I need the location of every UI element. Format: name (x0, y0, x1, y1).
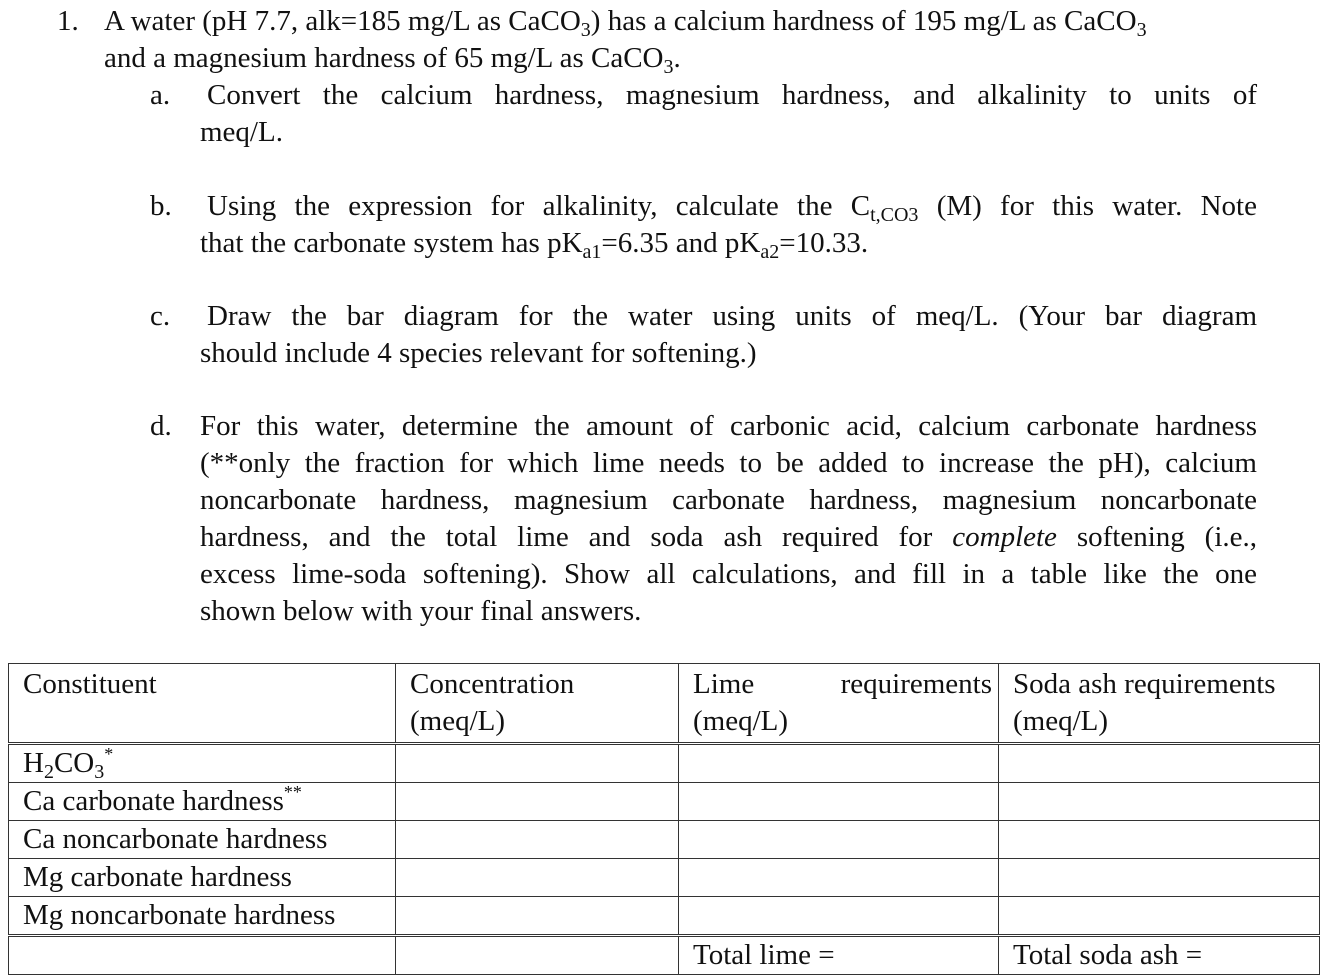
intro-line1-mid: ) has a calcium hardness of 195 mg/L as CaCO (590, 5, 1137, 37)
cell-totals-empty-1 (9, 936, 396, 975)
header-lime-requirements: requirements (840, 668, 992, 700)
part-b-line2 (200, 225, 868, 262)
h2co3-sub2: 2 (43, 761, 54, 783)
table-row-totals (9, 936, 1320, 975)
header-soda-line1: Soda ash requirements (1013, 668, 1276, 700)
part-a-line1: Convert the calcium hardness, magnesium hardness, and alkalinity to units of (207, 79, 1257, 111)
cell-total-lime[interactable] (679, 936, 999, 975)
cell-ca-noncarbonate-lime[interactable] (679, 821, 999, 859)
cell-ca-carbonate-concentration[interactable] (396, 783, 679, 821)
header-lime-line1 (693, 666, 992, 703)
cell-ca-carbonate-label (9, 783, 396, 821)
header-concentration-line2: (meq/L) (410, 705, 506, 737)
cell-h2co3-soda[interactable] (999, 744, 1320, 783)
cell-ca-noncarbonate-label: Ca noncarbonate hardness (9, 821, 396, 859)
part-d-line3: noncarbonate hardness, magnesium carbonate hardness, magnesium noncarbonate (200, 484, 1257, 516)
part-d-line6: shown below with your final answers. (200, 595, 642, 627)
total-soda-label: Total soda ash = (1013, 939, 1203, 971)
intro-sub-3c: 3 (663, 56, 674, 78)
cell-ca-noncarbonate-concentration[interactable] (396, 821, 679, 859)
part-d-letter: d. (150, 410, 172, 442)
part-b-sub-tco3: t,CO3 (870, 204, 919, 226)
cell-mg-carbonate-label: Mg carbonate hardness (9, 859, 396, 897)
ca-carbonate-text: Ca carbonate hardness (23, 785, 284, 817)
part-d-line5: excess lime-soda softening). Show all calculations, and fill in a table like the one (200, 558, 1257, 590)
header-lime-word: Lime (693, 668, 755, 700)
question-intro-line2 (104, 40, 681, 77)
header-soda-line2: (meq/L) (1013, 705, 1109, 737)
header-constituent (9, 664, 396, 744)
cell-ca-noncarbonate-soda[interactable] (999, 821, 1320, 859)
header-lime (679, 664, 999, 744)
part-b-sub-a1: a1 (582, 241, 602, 263)
ca-carbonate-star: ** (283, 782, 302, 802)
header-concentration-line1: Concentration (410, 668, 575, 700)
h2co3-star: * (104, 744, 114, 764)
h2co3-sub3: 3 (94, 761, 105, 783)
total-lime-label: Total lime = (693, 939, 835, 971)
cell-mg-noncarbonate-label: Mg noncarbonate hardness (9, 897, 396, 936)
cell-mg-noncarbonate-soda[interactable] (999, 897, 1320, 936)
intro-line1-pre: A water (pH 7.7, alk=185 mg/L as CaCO (104, 5, 581, 37)
part-b-line1-pre: Using the expression for alkalinity, calculate the C (207, 190, 871, 222)
part-d-line2: (**only the fraction for which lime needs to be added to increase the pH), calcium (200, 447, 1257, 479)
h2co3-h: H (23, 747, 44, 779)
header-concentration (396, 664, 679, 744)
cell-h2co3-lime[interactable] (679, 744, 999, 783)
cell-mg-noncarbonate-concentration[interactable] (396, 897, 679, 936)
part-b-sub-a2: a2 (760, 241, 780, 263)
intro-sub-3a: 3 (580, 19, 591, 41)
header-constituent-label: Constituent (23, 668, 157, 700)
cell-h2co3-label (9, 744, 396, 783)
cell-total-soda[interactable] (999, 936, 1320, 975)
part-b-line1 (207, 188, 1257, 225)
part-b-line2-mid: =6.35 and pK (601, 227, 761, 259)
part-d-line4-post: softening (i.e., (1056, 521, 1257, 553)
intro-sub-3b: 3 (1136, 19, 1147, 41)
cell-mg-carbonate-concentration[interactable] (396, 859, 679, 897)
cell-ca-carbonate-lime[interactable] (679, 783, 999, 821)
cell-mg-carbonate-soda[interactable] (999, 859, 1320, 897)
question-intro-line1 (104, 3, 1259, 40)
part-c-line1: Draw the bar diagram for the water using units of meq/L. (Your bar diagram (207, 300, 1257, 332)
answer-table (8, 663, 1320, 975)
cell-totals-empty-2 (396, 936, 679, 975)
part-a-line2: meq/L. (200, 116, 283, 148)
part-b-line1-post: (M) for this water. Note (918, 190, 1257, 222)
table-row-mg-noncarbonate (9, 897, 1320, 936)
part-d-line4 (200, 519, 1257, 556)
part-b-line2-post: =10.33. (779, 227, 869, 259)
table-row-ca-carbonate (9, 783, 1320, 821)
table-row-h2co3 (9, 744, 1320, 783)
part-d-line1: For this water, determine the amount of carbonic acid, calcium carbonate hardness (200, 410, 1257, 442)
part-c-line2: should include 4 species relevant for softening.) (200, 337, 757, 369)
cell-mg-carbonate-lime[interactable] (679, 859, 999, 897)
table-row-ca-noncarbonate (9, 821, 1320, 859)
header-lime-line2: (meq/L) (693, 705, 789, 737)
cell-h2co3-concentration[interactable] (396, 744, 679, 783)
intro-line2-pre: and a magnesium hardness of 65 mg/L as CaCO (104, 42, 664, 74)
part-d-line4-pre: hardness, and the total lime and soda ash required for (200, 521, 953, 553)
cell-mg-noncarbonate-lime[interactable] (679, 897, 999, 936)
cell-ca-carbonate-soda[interactable] (999, 783, 1320, 821)
h2co3-co: CO (53, 747, 95, 779)
part-a-letter: a. (150, 79, 171, 111)
question-number: 1. (57, 5, 79, 37)
part-d-line4-italic: complete (952, 521, 1057, 553)
part-b-letter: b. (150, 190, 172, 222)
table-row-mg-carbonate (9, 859, 1320, 897)
intro-line2-post: . (673, 42, 681, 74)
part-b-line2-pre: that the carbonate system has pK (200, 227, 583, 259)
table-header-row (9, 664, 1320, 744)
header-soda (999, 664, 1320, 744)
part-c-letter: c. (150, 300, 171, 332)
